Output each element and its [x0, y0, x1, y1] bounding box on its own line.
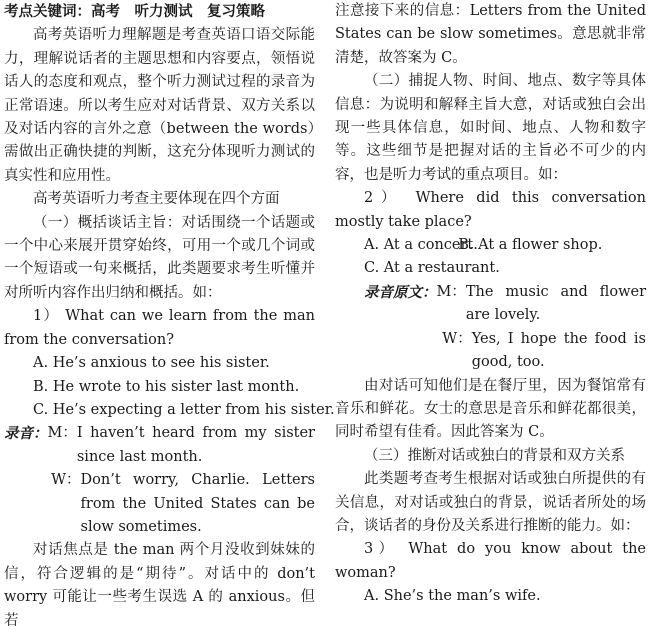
question-2-option-a: A. At a concert. [364, 237, 478, 254]
recording-line-man [4, 422, 315, 469]
speaker-m-2: M： [436, 283, 466, 300]
recording-original-text-woman: Yes, I hope the food is good, too. [471, 330, 646, 371]
speaker-w-2: W： [442, 330, 472, 347]
recording-original-line-man [335, 281, 646, 328]
intro-paragraph: 高考英语听力理解题是考查英语口语交际能力，理解说话者的主题思想和内容要点，领悟说话人的态度和观点，整个听力测试过程的录音为正常语速。所以考生应对对话背景、双方关系以及对话内容的言外之意（between the words）需做出正确快捷的判断，这充分体现听力测试的真实性和应用性。 [4, 27, 315, 184]
section-3-paragraph: 此类题考查考生根据对话或独白所提供的有关信息，对对话或独白的背景，说话者所处的场合，谈话者的身份及关系进行推断的能力。如： [335, 471, 646, 534]
recording-label: 录音： [4, 425, 48, 443]
keywords-line [4, 0, 315, 24]
question-1-option-c: C. He’s expecting a letter from his sister. [33, 401, 335, 418]
recording-line-woman [4, 469, 315, 539]
question-3-option-a: A. She’s the man’s wife. [364, 588, 541, 605]
recording-original-label: 录音原文： [364, 283, 437, 301]
aspects-heading: 高考英语听力考查主要体现在四个方面 [33, 191, 280, 208]
question-3: 3） What do you know about the woman? [335, 541, 646, 581]
section-1-paragraph: （一）概括谈话主旨：对话围绕一个话题或一个中心来展开贯穿始终，可用一个或几个词或一个短语或一句来概括，此类题要求考生听懂并对所听内容作出归纳和概括。如： [4, 214, 315, 301]
continued-paragraph: 注意接下来的信息：Letters from the United States can be slow sometimes。意思就非常清楚，故答案为 C。 [335, 3, 646, 66]
recording-original-text-man: The music and flower are lovely. [465, 283, 646, 324]
question-2-option-b: B. At a flower shop. [458, 237, 603, 254]
question-2-option-c: C. At a restaurant. [364, 260, 500, 277]
left-column [4, 0, 335, 633]
question-1: 1） What can we learn from the man from the conversation? [4, 308, 315, 348]
question-2-options-ab [335, 234, 646, 257]
recording-text-woman: Don’t worry, Charlie. Letters from the United States can be slow sometimes. [80, 472, 315, 535]
question-1-option-b: B. He wrote to his sister last month. [33, 378, 300, 395]
question-1-option-a: A. He’s anxious to see his sister. [33, 355, 270, 372]
keywords: 高考 听力测试 复习策略 [91, 3, 265, 20]
focus-paragraph: 对话焦点是 the man 两个月没收到妹妹的信，符合逻辑的是“期待”。对话中的 don’t worry 可能让一些考生误选 A 的 anxious。但若 [4, 542, 315, 629]
keywords-label: 考点关键词： [4, 4, 91, 20]
analysis-paragraph: 由对话可知他们是在餐厅里，因为餐馆常有音乐和鲜花。女士的意思是音乐和鲜花都很美，同时希望有佳肴。因此答案为 C。 [335, 377, 646, 441]
speaker-w: W： [51, 472, 81, 489]
recording-text-man: I haven’t heard from my sister since last month. [76, 425, 315, 465]
question-2: 2） Where did this conversation mostly take place? [335, 190, 646, 230]
section-3-heading: （三）推断对话或独白的背景和双方关系 [364, 447, 625, 464]
section-2-paragraph: （二）捕捉人物、时间、地点、数字等具体信息：为说明和解释主旨大意，对话或独白会出现一些具体信息，如时间、地点、人物和数字等。这些细节是把握对话的主旨必不可少的内容，也是听力考试的重点项目。如： [335, 73, 646, 183]
recording-original-line-woman [335, 328, 646, 375]
right-column [335, 0, 646, 609]
speaker-m: M： [47, 425, 77, 442]
